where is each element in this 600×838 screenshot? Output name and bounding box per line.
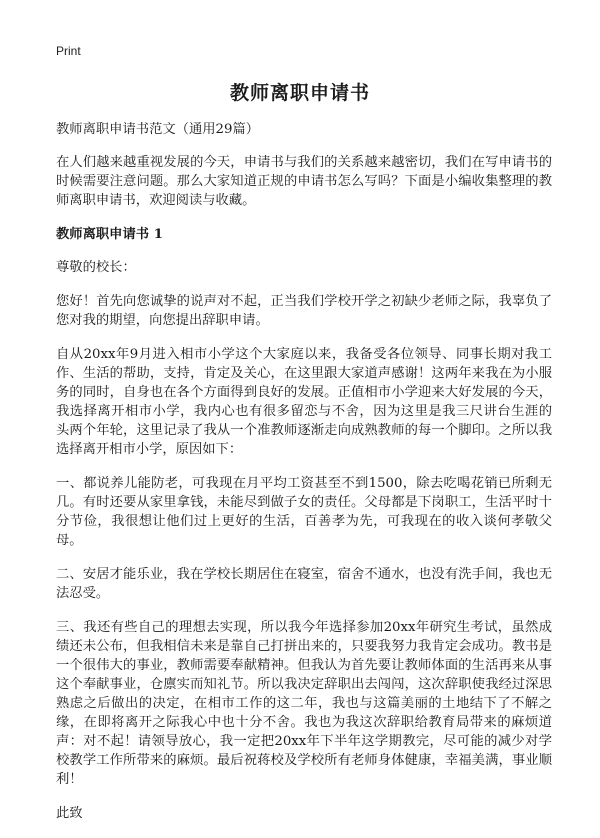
body-paragraph: 自从20xx年9月进入相市小学这个大家庭以来，我备受各位领导、同事长期对我工作、生活的帮助，支持，肯定及关心，在这里跟大家道声感谢！这两年来我在为小服务的同时，自身也在各个方面得到良好的发展。正值相市小学迎来大好发展的今天，我选择离开相市小学，我内心也有很多留恋与不舍，因为这里是我三尺讲台生涯的 头两个年轮，这里记录了我从一个准教师逐渐走向成熟教师的每一个脚印。之所以我选择离开相市小学，原因如下： xyxy=(56,347,552,457)
section-heading: 教师离职申请书 1 xyxy=(56,227,163,242)
intro-paragraph: 在人们越来越重视发展的今天，申请书与我们的关系越来越密切，我们在写申请书的时候需要注意问题。那么大家知道正规的申请书怎么写吗？下面是小编收集整理的教师离职申请书，欢迎阅读与收藏。 xyxy=(56,155,552,208)
page-title: 教师离职申请书 xyxy=(229,82,370,104)
salutation: 尊敬的校长： xyxy=(56,260,136,275)
document-subtitle: 教师离职申请书范文（通用29篇） xyxy=(56,122,260,137)
document-body xyxy=(56,120,552,838)
body-paragraph: 一、都说养儿能防老，可我现在月平均工资甚至不到1500，除去吃喝花销已所剩无几。有时还要从家里拿钱，未能尽到做子女的责任。父母都是下岗职工，生活平时十分节俭，我很想让他们过上更好的生活，百善孝为先，可我现在的收入谈何孝敬父母。 xyxy=(56,476,552,548)
print-link[interactable]: Print xyxy=(56,44,81,58)
body-paragraph: 您好！首先向您诚挚的说声对不起，正当我们学校开学之初缺少老师之际，我辜负了您对我的期望，向您提出辞职申请。 xyxy=(56,294,552,328)
closing: 此致 xyxy=(56,806,83,821)
body-paragraph: 二、安居才能乐业，我在学校长期居住在寝室，宿舍不通水，也没有洗手间，我也无法忍受。 xyxy=(56,567,552,601)
body-paragraph: 三、我还有些自己的理想去实现，所以我今年选择参加20xx年研究生考试，虽然成绩还未公布，但我相信未来是靠自己打拼出来的，只要我努力我肯定会成功。教书是一个很伟大的事业，教师需要奉献精神。但我认为首先要让教师体面的生活再来从事这个奉献事业，仓廪实而知礼节。所以我决定辞职出去闯闯，这次辞职使我经过深思熟虑之后做出的决定，在相市工作的这二年，我也与这篇美丽的土地结下了不解之缘，在即将离开之际我心中也十分不舍。我也为我这次辞职给教育局带来的麻烦道声：对不起！请领导放心，我一定把20xx年下半年这学期教完，尽可能的减少对学校教学工作所带来的麻烦。最后祝蒋校及学校所有老师身体健康，幸福美满，事业顺利！ xyxy=(56,620,552,787)
